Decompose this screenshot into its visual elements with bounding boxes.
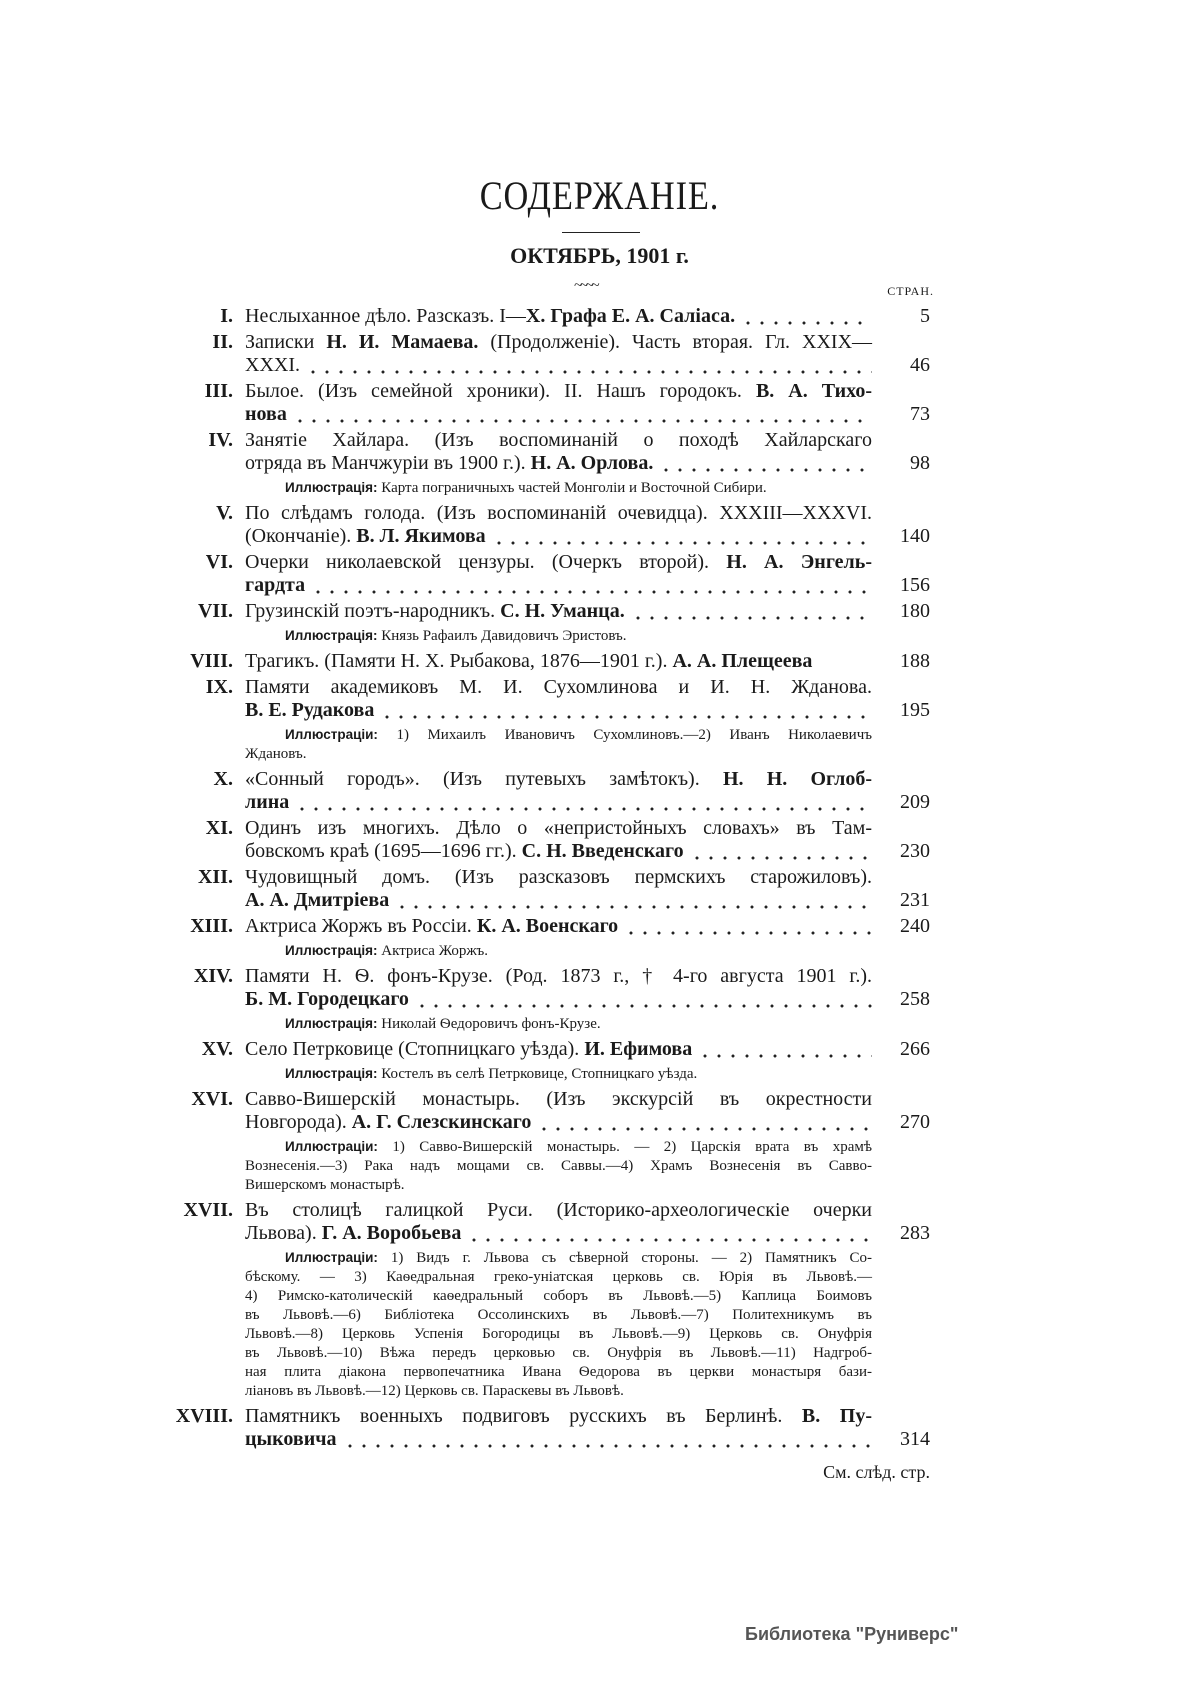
entry-author: В. Пу- <box>801 1405 872 1427</box>
entry-number: XI. <box>205 817 233 839</box>
illustration-line <box>245 725 872 745</box>
illustrations-note <box>245 725 872 764</box>
illustration-line <box>245 1176 872 1195</box>
illustration-text: бѣскому. — 3) Каѳедральная греко-уніатская церковь св. Юрія въ Львовѣ.— <box>245 1269 872 1285</box>
page-number[interactable]: 140 <box>900 525 930 547</box>
entry-author: цыковича <box>245 1428 337 1450</box>
entry-line <box>245 452 872 475</box>
page-number[interactable]: 240 <box>900 915 930 937</box>
illustration-line <box>245 941 872 961</box>
illustration-label: Иллюстрація: <box>285 1066 378 1081</box>
entry-title: Новгорода). <box>245 1111 352 1133</box>
illustrations-note <box>245 941 872 961</box>
illustration-text: 4) Римско-католическій каѳедральный соборъ въ Львовѣ.—5) Каплица Боимовъ <box>245 1288 872 1304</box>
toc-entry[interactable] <box>205 551 930 597</box>
entry-number: XVIII. <box>175 1405 233 1427</box>
entry-title: Чудовищный домъ. (Изъ разсказовъ пермскихъ старожиловъ). <box>245 866 872 888</box>
entry-author: В. А. Тихо- <box>755 380 872 402</box>
entry-number: XIII. <box>190 915 233 937</box>
illustration-label: Иллюстраціи: <box>285 1139 378 1154</box>
table-of-contents-wrapper <box>175 305 930 1483</box>
toc-entry[interactable] <box>212 331 930 377</box>
illustrations-note <box>245 626 872 646</box>
toc-entry[interactable] <box>204 380 930 426</box>
ornament: ~~~~ <box>574 277 597 294</box>
page-number[interactable]: 266 <box>900 1038 930 1060</box>
page-number[interactable]: 231 <box>900 889 930 911</box>
entry-number: VI. <box>205 551 233 573</box>
leader-dots <box>306 354 872 377</box>
entry-title: (Окончаніе). <box>245 525 357 547</box>
entry-line <box>245 525 872 548</box>
illustration-text: 1) Михаилъ Ивановичъ Сухомлиновъ.—2) Иванъ Николаевичъ <box>396 727 872 743</box>
illustration-label: Иллюстраціи: <box>285 727 378 742</box>
toc-entry[interactable] <box>220 305 930 328</box>
page-number[interactable]: 230 <box>900 840 930 862</box>
illustration-text: Николай Ѳедоровичъ фонъ-Крузе. <box>381 1016 601 1032</box>
illustration-text: Костелъ въ селѣ Петрковице, Стопницкаго уѣзда. <box>381 1066 698 1082</box>
entry-line <box>245 1111 872 1134</box>
entry-author: Н. А. Энгель- <box>726 551 872 573</box>
toc-entry[interactable] <box>213 768 930 814</box>
leader-dots <box>624 915 872 938</box>
continued-note: См. слѣд. стр. <box>823 1462 930 1482</box>
illustrations-note <box>245 1248 872 1401</box>
entry-title: «Сонный городъ». (Изъ путевыхъ замѣтокъ). <box>245 768 723 790</box>
illustrations-note <box>245 1064 872 1084</box>
leader-dots <box>741 305 872 328</box>
entry-author: С. Н. Уманца. <box>500 600 625 622</box>
entry-number: X. <box>213 768 233 790</box>
entry-number: XIV. <box>193 965 233 987</box>
entry-title: отряда въ Манчжуріи въ 1900 г.). <box>245 452 531 474</box>
illustration-line <box>245 1363 872 1382</box>
page-number[interactable]: 73 <box>910 403 930 425</box>
entry-line <box>245 817 872 840</box>
entry-author: А. А. Дмитріева <box>245 889 390 911</box>
entry-number: XV. <box>201 1038 233 1060</box>
illustration-text: Актриса Жоржъ. <box>381 943 489 959</box>
entry-line <box>245 699 872 722</box>
entry-line <box>245 600 872 623</box>
page-number[interactable]: 270 <box>900 1111 930 1133</box>
entry-line <box>245 1405 872 1428</box>
leader-dots <box>293 403 872 426</box>
illustration-text: ная плита діакона первопечатника Ивана Ѳедорова въ церкви монастыря бази- <box>245 1364 872 1380</box>
entry-line <box>245 1199 872 1222</box>
entry-line <box>245 331 872 354</box>
entry-author: Н. А. Орлова. <box>530 452 654 474</box>
entry-author: А. А. Плещеева <box>672 650 813 672</box>
pages-column-heading: СТРАН. <box>887 284 934 298</box>
leader-dots <box>415 988 872 1011</box>
entry-number: III. <box>204 380 233 402</box>
illustration-text: ліановъ въ Львовѣ.—12) Церковь св. Параскевы въ Львовѣ. <box>245 1383 624 1399</box>
toc-entry[interactable] <box>191 1088 930 1134</box>
entry-author: И. Ефимова <box>584 1038 693 1060</box>
illustration-line <box>245 1344 872 1363</box>
entry-line <box>245 1222 872 1245</box>
illustration-line <box>245 1306 872 1325</box>
leader-dots <box>311 574 872 597</box>
page-number[interactable]: 314 <box>900 1428 930 1450</box>
leader-dots <box>659 452 872 475</box>
illustration-line <box>245 1014 872 1034</box>
leader-dots <box>537 1111 872 1134</box>
entry-line <box>245 1088 872 1111</box>
leader-dots <box>467 1222 872 1245</box>
table-of-contents <box>175 305 930 1451</box>
entry-author: Н. И. Мамаева. <box>326 331 479 353</box>
page-title: СОДЕРЖАНІЕ. <box>479 173 720 218</box>
toc-entry[interactable] <box>197 866 930 912</box>
page-number[interactable]: 156 <box>900 574 930 596</box>
entry-title: Село Петрковице (Стопницкаго уѣзда). <box>245 1038 585 1060</box>
toc-entry[interactable] <box>183 1199 930 1245</box>
toc-entry[interactable] <box>205 676 930 722</box>
entry-line <box>245 354 872 377</box>
leader-dots <box>690 840 872 863</box>
page-number[interactable]: 209 <box>900 791 930 813</box>
illustration-label: Иллюстрація: <box>285 480 378 495</box>
entry-line <box>245 1038 872 1061</box>
entry-title: Неслыханное дѣло. Разсказъ. I— <box>245 305 526 327</box>
illustration-line <box>245 1287 872 1306</box>
entry-title: (Продолженіе). Часть вторая. Гл. XXIX— <box>478 331 873 353</box>
entry-number: XVI. <box>191 1088 233 1110</box>
entry-title: XXXI. <box>245 354 300 376</box>
leader-dots <box>631 600 872 623</box>
leader-dots <box>698 1038 872 1061</box>
entry-number: VII. <box>197 600 233 622</box>
illustration-text: Князь Рафаилъ Давидовичъ Эристовъ. <box>381 628 627 644</box>
entry-title: бовскомъ краѣ (1695—1696 гг.). <box>245 840 522 862</box>
illustration-text: Вишерскомъ монастырѣ. <box>245 1177 405 1193</box>
toc-entry[interactable] <box>201 1038 930 1061</box>
entry-number: IV. <box>208 429 233 451</box>
entry-author: Б. М. Городецкаго <box>245 988 409 1010</box>
entry-title: Занятіе Хайлара. (Изъ воспоминаній о походѣ Хайларскаго <box>245 429 872 451</box>
illustration-line <box>245 626 872 646</box>
page-number[interactable]: 195 <box>900 699 930 721</box>
entry-author: А. Г. Слезскинскаго <box>351 1111 532 1133</box>
entry-number: V. <box>216 502 233 524</box>
entry-author: нова <box>245 403 287 425</box>
illustration-line <box>245 1382 872 1401</box>
entry-number: XII. <box>197 866 233 888</box>
entry-line <box>245 768 872 791</box>
entry-title: Памяти академиковъ М. И. Сухомлинова и И. Н. Жданова. <box>245 676 872 698</box>
illustration-line <box>245 1157 872 1176</box>
illustration-text: Карта пограничныхъ частей Монголіи и Восточной Сибири. <box>381 480 767 496</box>
entry-title: Очерки николаевской цензуры. (Очеркъ второй). <box>245 551 727 573</box>
illustration-label: Иллюстраціи: <box>285 1250 378 1265</box>
entry-line <box>245 988 872 1011</box>
toc-entry[interactable] <box>216 502 930 548</box>
entry-author: Н. Н. Оглоб- <box>722 768 873 790</box>
entry-line <box>245 791 872 814</box>
entry-author: К. А. Военскаго <box>476 915 619 937</box>
toc-entry[interactable] <box>205 817 930 863</box>
entry-line <box>245 965 872 988</box>
entry-line <box>245 305 872 328</box>
leader-dots <box>343 1428 872 1451</box>
entry-title: Памятникъ военныхъ подвиговъ русскихъ въ Берлинѣ. <box>245 1405 802 1427</box>
entry-line <box>245 915 872 938</box>
entry-title: Львова). <box>245 1222 322 1244</box>
toc-entry[interactable] <box>190 915 930 938</box>
entry-title: Савво-Вишерскій монастырь. (Изъ экскурсій въ окрестности <box>245 1088 872 1110</box>
entry-line <box>245 403 872 426</box>
entry-author: В. Л. Якимова <box>356 525 486 547</box>
illustration-line <box>245 1137 872 1157</box>
illustration-text: въ Львовѣ.—6) Библіотека Оссолинскихъ въ Львовѣ.—7) Политехникумъ въ <box>245 1307 872 1323</box>
illustration-text: Львовѣ.—8) Церковь Успенія Богородицы въ Львовѣ.—9) Церковь св. Онуфрія <box>245 1326 872 1342</box>
illustration-line <box>245 1248 872 1268</box>
leader-dots <box>295 791 872 814</box>
illustration-line <box>245 745 872 764</box>
page-number[interactable]: 180 <box>900 600 930 622</box>
illustration-label: Иллюстрація: <box>285 628 378 643</box>
entry-title: Одинъ изъ многихъ. Дѣло о «непристойныхъ словахъ» въ Там- <box>245 817 872 839</box>
entry-number: VIII. <box>190 650 233 672</box>
entry-title: Трагикъ. (Памяти Н. Х. Рыбакова, 1876—1901 г.). <box>245 650 673 672</box>
toc-entry[interactable] <box>190 650 930 673</box>
entry-title: Былое. (Изъ семейной хроники). II. Нашъ городокъ. <box>245 380 756 402</box>
illustration-text: Ждановъ. <box>245 746 307 762</box>
illustration-line <box>245 1268 872 1287</box>
illustration-line <box>245 1064 872 1084</box>
entry-author: Г. А. Воробьева <box>321 1222 462 1244</box>
toc-entry[interactable] <box>197 600 930 623</box>
illustration-text: 1) Савво-Вишерскій монастырь. — 2) Царскія врата въ храмѣ <box>392 1139 872 1155</box>
entry-author: С. Н. Введенскаго <box>521 840 684 862</box>
leader-dots <box>492 525 872 548</box>
page-number[interactable]: 188 <box>900 650 930 672</box>
illustrations-note <box>245 1137 872 1195</box>
entry-line <box>245 429 872 452</box>
title-divider <box>562 232 640 233</box>
entry-number: IX. <box>205 676 233 698</box>
entry-line <box>245 502 872 525</box>
entry-line <box>245 551 872 574</box>
issue-heading: ОКТЯБРЬ, 1901 г. <box>510 243 689 268</box>
entry-title: Памяти Н. Ѳ. фонъ-Крузе. (Род. 1873 г., † 4-го августа 1901 г.). <box>245 965 872 987</box>
entry-line <box>245 574 872 597</box>
leader-dots <box>395 889 872 912</box>
illustration-text: Вознесенія.—3) Рака надъ мощами св. Саввы.—4) Храмъ Вознесенія въ Савво- <box>245 1158 872 1174</box>
entry-number: XVII. <box>183 1199 233 1221</box>
entry-line <box>245 1428 872 1451</box>
entry-author: гардта <box>245 574 306 596</box>
entry-author: лина <box>245 791 290 813</box>
entry-title: Записки <box>245 331 327 353</box>
entry-author: В. Е. Рудакова <box>245 699 375 721</box>
page-number[interactable]: 5 <box>920 305 930 327</box>
library-watermark: Библиотека "Руниверс" <box>745 1624 959 1644</box>
entry-number: II. <box>212 331 233 353</box>
illustration-label: Иллюстрація: <box>285 1016 378 1031</box>
entry-title: Актриса Жоржъ въ Россіи. <box>245 915 477 937</box>
illustrations-note <box>245 1014 872 1034</box>
entry-line <box>245 676 872 699</box>
entry-line <box>245 650 872 673</box>
entry-title: По слѣдамъ голода. (Изъ воспоминаній очевидца). XXXIII—XXXVI. <box>245 502 872 524</box>
illustration-label: Иллюстрація: <box>285 943 378 958</box>
illustration-line <box>245 1325 872 1344</box>
page-number[interactable]: 46 <box>910 354 930 376</box>
entry-author: X. Графа Е. А. Саліаса. <box>525 305 736 327</box>
entry-title: Въ столицѣ галицкой Руси. (Историко-археологическіе очерки <box>245 1199 872 1221</box>
illustration-line <box>245 478 872 498</box>
toc-entry[interactable] <box>175 1405 930 1451</box>
page-number[interactable]: 258 <box>900 988 930 1010</box>
page-number[interactable]: 98 <box>910 452 930 474</box>
entry-line <box>245 840 872 863</box>
entry-line <box>245 380 872 403</box>
illustration-text: въ Львовѣ.—10) Вѣжа передъ церковью св. Онуфрія въ Львовѣ.—11) Надгроб- <box>245 1345 872 1361</box>
illustration-text: 1) Видъ г. Львова съ сѣверной стороны. — 2) Памятникъ Со- <box>390 1250 872 1266</box>
entry-line <box>245 889 872 912</box>
leader-dots <box>380 699 872 722</box>
page-number[interactable]: 283 <box>900 1222 930 1244</box>
illustrations-note <box>245 478 872 498</box>
entry-number: I. <box>220 305 233 327</box>
toc-entry[interactable] <box>208 429 930 475</box>
entry-title: Грузинскій поэтъ-народникъ. <box>245 600 501 622</box>
entry-line <box>245 866 872 889</box>
toc-entry[interactable] <box>193 965 930 1011</box>
